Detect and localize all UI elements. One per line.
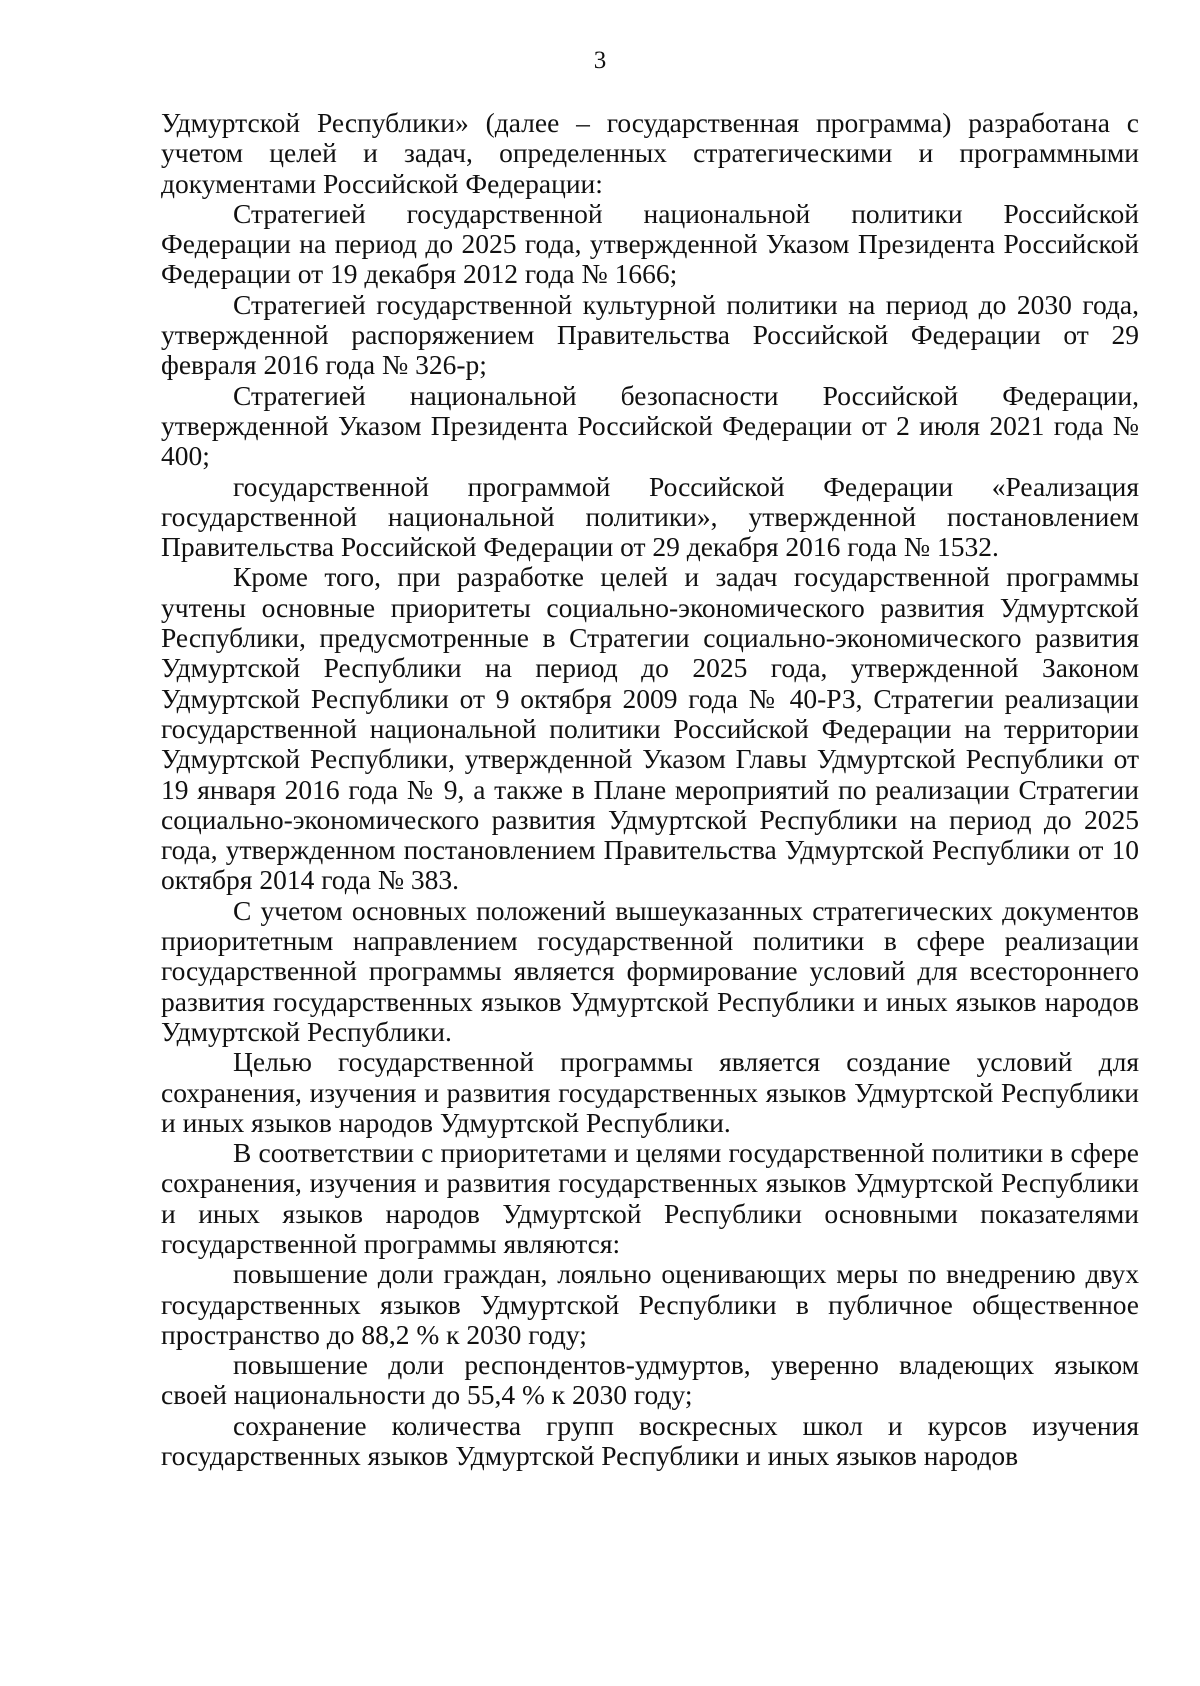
paragraph-indicator-schools: сохранение количества групп воскресных школ и курсов изучения государственных языков Удмуртской Республики и иных языков народов — [161, 1409, 1139, 1472]
paragraph-intro: Удмуртской Республики» (далее – государственная программа) разработана с учетом целей и задач, определенных стратегическими и программными документами Российской Федерации: — [161, 107, 1139, 199]
page-number: 3 — [593, 47, 607, 74]
paragraph-indicator-language-proficiency: повышение доли респондентов-удмуртов, уверенно владеющих языком своей национальности до 55,4 % к 2030 году; — [161, 1349, 1139, 1411]
paragraph-program-goal: Целью государственной программы является создание условий для сохранения, изучения и развития государственных языков Удмуртской Республики и иных языков народов Удмуртской Республики. — [161, 1046, 1139, 1138]
paragraph-strategy-cultural-policy: Стратегией государственной культурной политики на период до 2030 года, утвержденной распоряжением Правительства Российской Федерации от 29 февраля 2016 года № 326-р; — [161, 288, 1139, 381]
paragraph-state-program: государственной программой Российской Федерации «Реализация государственной национальной политики», утвержденной постановлением Правительства Российской Федерации от 29 декабря 2016 года № 1532. — [161, 470, 1139, 563]
paragraph-strategy-security: Стратегией национальной безопасности Российской Федерации, утвержденной Указом Президента Российской Федерации от 2 июля 2021 года № 400; — [161, 379, 1139, 472]
paragraph-priorities: Кроме того, при разработке целей и задач государственной программы учтены основные приоритеты социально-экономического развития Удмуртской Республики, предусмотренные в Стратегии социально-экономического развития Удмуртской Республики на период до 2025 года, утвержденной Законом Удмуртской Республики от 9 октября 2009 года № 40-РЗ, Стратегии реализации государственной национальной политики Российской Федерации на территории Удмуртской Республики, утвержденной Указом Главы Удмуртской Республики от 19 января 2016 года № 9, а также в Плане мероприятий по реализации Стратегии социально-экономического развития Удмуртской Республики на период до 2025 года, утвержденном постановлением Правительства Удмуртской Республики от 10 октября 2014 года № 383. — [161, 561, 1139, 896]
paragraph-strategy-national-policy: Стратегией государственной национальной политики Российской Федерации на период до 2025 года, утвержденной Указом Президента Российской Федерации от 19 декабря 2012 года № 1666; — [161, 197, 1139, 290]
document-body — [161, 108, 1139, 1471]
paragraph-indicators-intro: В соответствии с приоритетами и целями государственной политики в сфере сохранения, изучения и развития государственных языков Удмуртской Республики и иных языков народов Удмуртской Республики основными показателями государственной программы являются: — [161, 1137, 1139, 1259]
paragraph-indicator-loyalty: повышение доли граждан, лояльно оценивающих меры по внедрению двух государственных языков Удмуртской Республики в публичное общественное пространство до 88,2 % к 2030 году; — [161, 1258, 1139, 1350]
paragraph-policy-direction: С учетом основных положений вышеуказанных стратегических документов приоритетным направлением государственной политики в сфере реализации государственной программы является формирование условий для всестороннего развития государственных языков Удмуртской Республики и иных языков народов Удмуртской Республики. — [161, 894, 1139, 1047]
